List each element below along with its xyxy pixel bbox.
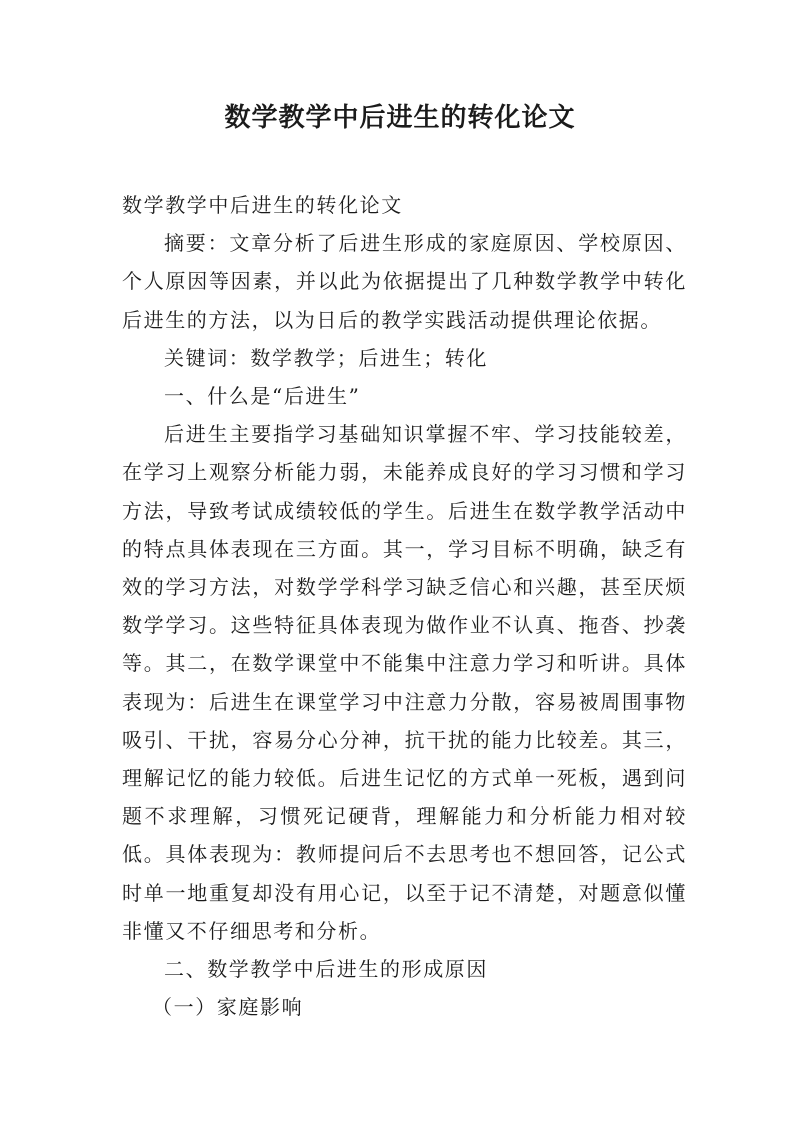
subsection-heading-1: （一）家庭影响 (152, 995, 304, 1020)
section-heading-2: 二、数学教学中后进生的形成原因 (164, 957, 488, 982)
keywords-line: 关键词：数学教学；后进生；转化 (164, 345, 488, 370)
section-1-paragraph: 后进生主要指学习基础知识掌握不牢、学习技能较差，在学习上观察分析能力弱，未能养成良好的学习习惯和学习方法，导致考试成绩较低的学生。后进生在数学教学活动中的特点具体表现在三方面。其一，学习目标不明确，缺乏有效的学习方法，对数学学科学习缺乏信心和兴趣，甚至厌烦数学学习。这些特征具体表现为做作业不认真、拖沓、抄袭等。其二，在数学课堂中不能集中注意力学习和听讲。具体表现为：后进生在课堂学习中注意力分散，容易被周围事物吸引、干扰，容易分心分神，抗干扰的能力比较差。其三，理解记忆的能力较低。后进生记忆的方式单一死板，遇到问题不求理解，习惯死记硬背，理解能力和分析能力相对较低。具体表现为：教师提问后不去思考也不想回答，记公式时单一地重复却没有用心记，以至于记不清楚，对题意似懂非懂又不仔细思考和分析。 (122, 422, 687, 943)
document-body (122, 186, 687, 1026)
document-subtitle: 数学教学中后进生的转化论文 (122, 193, 403, 217)
document-title: 数学教学中后进生的转化论文 (224, 103, 576, 133)
abstract-paragraph: 摘要：文章分析了后进生形成的家庭原因、学校原因、个人原因等因素，并以此为依据提出了几种数学教学中转化后进生的方法，以为日后的教学实践活动提供理论依据。 (122, 231, 687, 332)
section-heading-1: 一、什么是“后进生” (164, 384, 361, 409)
